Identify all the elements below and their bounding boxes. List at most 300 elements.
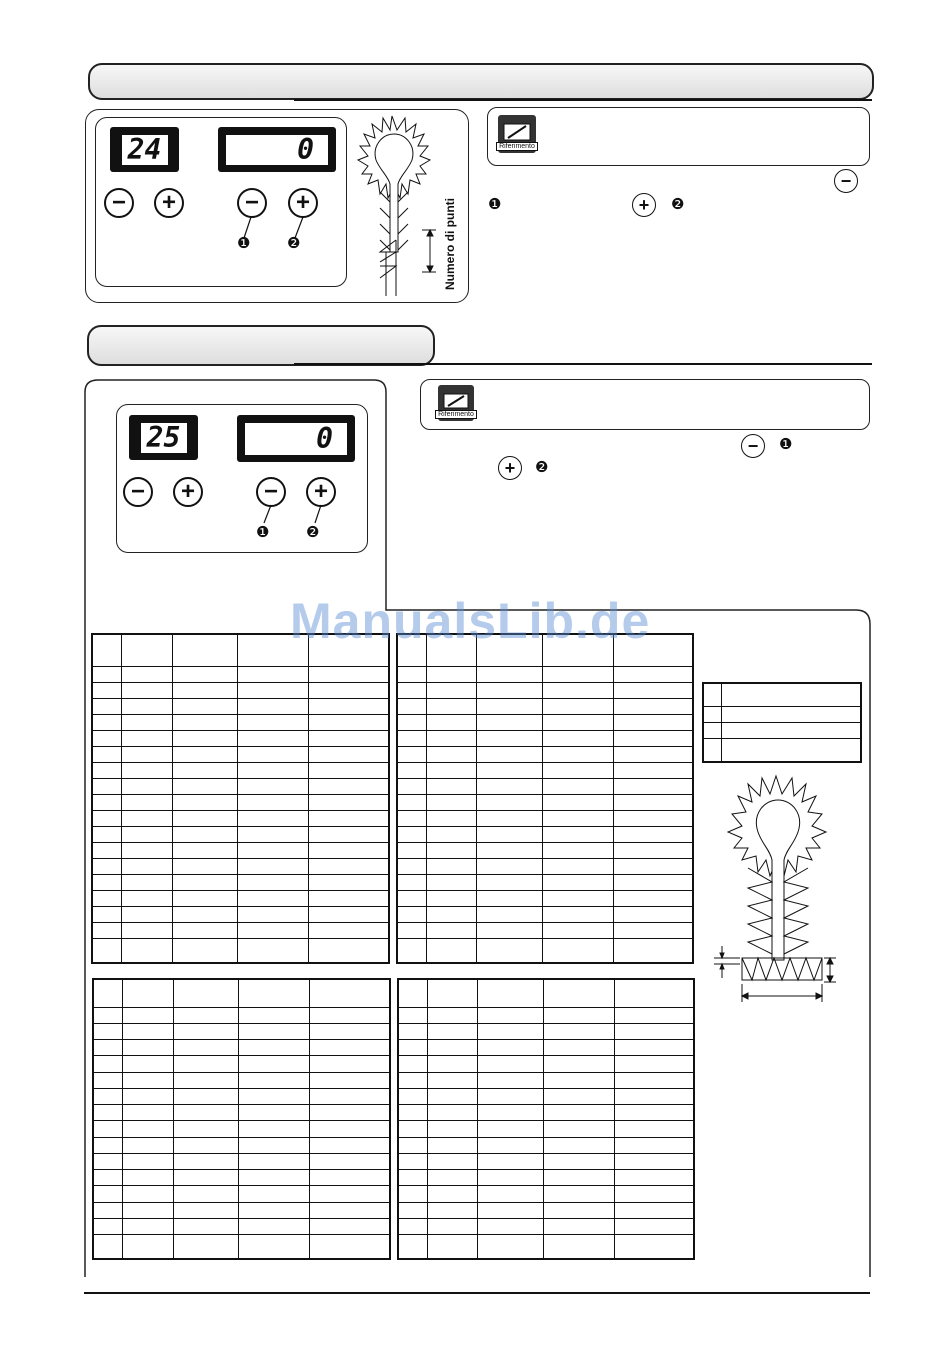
- table-cell: [92, 763, 122, 779]
- table-row: [93, 1105, 390, 1121]
- table-cell: [613, 715, 693, 731]
- table-row: [703, 738, 861, 762]
- table-cell: [173, 1023, 238, 1039]
- table-cell: [122, 923, 172, 939]
- table-cell: [478, 979, 543, 1007]
- table-cell: [92, 859, 122, 875]
- table-row: [397, 747, 693, 763]
- table-cell: [614, 1121, 694, 1137]
- table-cell: [427, 843, 477, 859]
- table-cell: [543, 1088, 614, 1104]
- table-cell: [93, 1186, 123, 1202]
- table-cell: [173, 1121, 238, 1137]
- section2-code-plus-button[interactable]: [173, 477, 203, 507]
- table-row: [92, 795, 389, 811]
- table-cell: [427, 939, 477, 963]
- table-cell: [172, 843, 237, 859]
- table-row: [397, 875, 693, 891]
- table-row: [397, 699, 693, 715]
- table-cell: [614, 1056, 694, 1072]
- table-cell: [613, 827, 693, 843]
- table-cell: [122, 779, 172, 795]
- table-cell: [239, 1056, 310, 1072]
- table-cell: [543, 979, 614, 1007]
- table-cell: [122, 634, 172, 667]
- table-cell: [92, 843, 122, 859]
- table-cell: [238, 667, 309, 683]
- table-row: [398, 1088, 694, 1104]
- table-cell: [309, 795, 389, 811]
- table-cell: [238, 747, 309, 763]
- table-row: [92, 683, 389, 699]
- table-cell: [397, 891, 427, 907]
- table-cell: [703, 683, 722, 707]
- plus-icon: +: [161, 189, 176, 216]
- section2-value-display: [237, 415, 355, 462]
- table-cell: [123, 1023, 173, 1039]
- table-row: [92, 763, 389, 779]
- section1-reference-label: Riferimento: [496, 142, 538, 151]
- plus-icon: +: [313, 478, 328, 505]
- table-cell: [542, 779, 613, 795]
- table-cell: [397, 747, 427, 763]
- table-row: [397, 683, 693, 699]
- table-row: [398, 1072, 694, 1088]
- table-cell: [310, 1153, 390, 1169]
- table-cell: [239, 1072, 310, 1088]
- table-cell: [92, 715, 122, 731]
- table-cell: [397, 715, 427, 731]
- table-cell: [428, 1072, 478, 1088]
- table-row: [92, 907, 389, 923]
- table-row: [397, 795, 693, 811]
- section2-value-text: 0: [316, 422, 333, 455]
- table-cell: [478, 1218, 543, 1234]
- table-cell: [173, 1153, 238, 1169]
- table-cell: [239, 1023, 310, 1039]
- table-cell: [397, 683, 427, 699]
- section1-value-minus-button[interactable]: [237, 188, 267, 218]
- table-cell: [428, 1202, 478, 1218]
- section1-reference-icon: [498, 115, 536, 153]
- table-cell: [238, 715, 309, 731]
- table-cell: [542, 923, 613, 939]
- table-cell: [93, 979, 123, 1007]
- table-cell: [427, 811, 477, 827]
- table-cell: [398, 1105, 428, 1121]
- table-cell: [428, 1105, 478, 1121]
- table-cell: [309, 859, 389, 875]
- section1-figure-label: Numero di punti: [443, 198, 457, 290]
- table-cell: [428, 1170, 478, 1186]
- section2-text-minus-icon: [741, 434, 765, 458]
- section2-code-text: 25: [146, 421, 181, 454]
- table-cell: [310, 1007, 390, 1023]
- table-cell: [614, 1040, 694, 1056]
- section2-buttonhole-figure: [712, 772, 842, 1007]
- table-cell: [93, 1088, 123, 1104]
- table-cell: [172, 667, 237, 683]
- section2-value-window: [243, 421, 349, 457]
- table-row: [398, 1105, 694, 1121]
- table-cell: [397, 795, 427, 811]
- section2-reference-box: [420, 379, 870, 430]
- minus-icon: −: [130, 478, 145, 505]
- table-cell: [478, 1235, 543, 1260]
- table-cell: [427, 859, 477, 875]
- table-row: [93, 1170, 390, 1186]
- table-cell: [542, 939, 613, 963]
- section2-rule: [294, 363, 872, 365]
- table-cell: [613, 907, 693, 923]
- table-cell: [309, 811, 389, 827]
- table-cell: [92, 699, 122, 715]
- table-cell: [613, 939, 693, 963]
- table-cell: [428, 1186, 478, 1202]
- table-cell: [172, 811, 237, 827]
- table-row: [397, 779, 693, 795]
- table-cell: [427, 683, 477, 699]
- table-cell: [613, 747, 693, 763]
- table-cell: [397, 859, 427, 875]
- table-cell: [309, 683, 389, 699]
- table-cell: [428, 1218, 478, 1234]
- table-cell: [428, 1137, 478, 1153]
- table-row: [92, 923, 389, 939]
- table-row: [92, 827, 389, 843]
- table-row: [397, 939, 693, 963]
- minus-icon: −: [263, 478, 278, 505]
- table-row: [92, 779, 389, 795]
- table-cell: [478, 1105, 543, 1121]
- table-row: [92, 667, 389, 683]
- table-cell: [542, 859, 613, 875]
- section2-code-minus-button[interactable]: [123, 477, 153, 507]
- section1-header-bar: [88, 63, 874, 100]
- table-bottom-left: [92, 978, 391, 1260]
- table-cell: [239, 1218, 310, 1234]
- table-cell: [478, 1137, 543, 1153]
- table-cell: [122, 683, 172, 699]
- section1-text-plus-icon: [632, 193, 656, 217]
- table-cell: [722, 738, 861, 762]
- table-cell: [123, 1137, 173, 1153]
- table-cell: [172, 827, 237, 843]
- table-cell: [123, 979, 173, 1007]
- table-cell: [614, 979, 694, 1007]
- table-cell: [122, 715, 172, 731]
- table-cell: [92, 891, 122, 907]
- table-cell: [614, 1023, 694, 1039]
- table-cell: [614, 1072, 694, 1088]
- section1-value-display: [218, 127, 336, 172]
- table-cell: [238, 923, 309, 939]
- table-row: [398, 1023, 694, 1039]
- table-cell: [478, 1170, 543, 1186]
- table-cell: [309, 843, 389, 859]
- table-cell: [477, 827, 542, 843]
- table-cell: [173, 1202, 238, 1218]
- table-cell: [613, 763, 693, 779]
- table-cell: [92, 731, 122, 747]
- table-cell: [477, 875, 542, 891]
- minus-icon: −: [111, 189, 126, 216]
- table-cell: [122, 859, 172, 875]
- table-cell: [613, 843, 693, 859]
- table-cell: [122, 747, 172, 763]
- table-cell: [542, 731, 613, 747]
- table-cell: [478, 1040, 543, 1056]
- section1-rule: [294, 99, 872, 101]
- table-cell: [310, 979, 390, 1007]
- section2-header-bar: [87, 325, 435, 366]
- table-cell: [172, 715, 237, 731]
- table-cell: [398, 1007, 428, 1023]
- table-cell: [397, 923, 427, 939]
- section1-text-marker-2: ❷: [671, 196, 685, 213]
- pen-icon: [442, 392, 470, 410]
- table-row: [398, 1137, 694, 1153]
- table-cell: [613, 779, 693, 795]
- table-row: [92, 747, 389, 763]
- table-cell: [703, 722, 722, 738]
- table-cell: [478, 1023, 543, 1039]
- table-cell: [703, 707, 722, 723]
- table-row: [93, 1186, 390, 1202]
- section1-value-plus-button[interactable]: [288, 188, 318, 218]
- section1-reference-box: [487, 107, 870, 166]
- table-cell: [614, 1137, 694, 1153]
- table-cell: [172, 634, 237, 667]
- table-cell: [122, 699, 172, 715]
- table-cell: [478, 1072, 543, 1088]
- section2-text-marker-1: ❶: [779, 436, 793, 453]
- table-cell: [122, 907, 172, 923]
- table-cell: [397, 779, 427, 795]
- table-cell: [398, 1088, 428, 1104]
- table-cell: [613, 683, 693, 699]
- table-cell: [613, 923, 693, 939]
- table-cell: [543, 1072, 614, 1088]
- table-cell: [172, 763, 237, 779]
- table-cell: [173, 1137, 238, 1153]
- table-cell: [428, 1040, 478, 1056]
- table-row: [398, 1170, 694, 1186]
- table-cell: [238, 699, 309, 715]
- table-row: [397, 843, 693, 859]
- table-cell: [123, 1170, 173, 1186]
- table-cell: [428, 1121, 478, 1137]
- table-cell: [543, 1023, 614, 1039]
- table-cell: [92, 907, 122, 923]
- table-row: [398, 1040, 694, 1056]
- table-cell: [428, 1235, 478, 1260]
- table-cell: [172, 891, 237, 907]
- table-cell: [310, 1170, 390, 1186]
- table-cell: [310, 1235, 390, 1260]
- table-cell: [309, 907, 389, 923]
- table-cell: [173, 1056, 238, 1072]
- table-row: [93, 1056, 390, 1072]
- section1-code-minus-button[interactable]: [104, 188, 134, 218]
- table-cell: [310, 1202, 390, 1218]
- table-cell: [543, 1137, 614, 1153]
- table-cell: [427, 667, 477, 683]
- table-row: [398, 1056, 694, 1072]
- table-row: [92, 811, 389, 827]
- table-cell: [542, 891, 613, 907]
- table-row: [397, 891, 693, 907]
- table-row: [93, 1153, 390, 1169]
- table-cell: [427, 923, 477, 939]
- table-cell: [123, 1153, 173, 1169]
- table-cell: [238, 859, 309, 875]
- table-cell: [309, 779, 389, 795]
- table-cell: [478, 1186, 543, 1202]
- table-cell: [239, 1040, 310, 1056]
- table-cell: [239, 1235, 310, 1260]
- table-row: [92, 939, 389, 963]
- table-cell: [543, 1202, 614, 1218]
- table-cell: [238, 683, 309, 699]
- table-cell: [542, 907, 613, 923]
- minus-icon: −: [244, 189, 259, 216]
- table-cell: [122, 939, 172, 963]
- table-cell: [543, 1040, 614, 1056]
- table-row: [398, 979, 694, 1007]
- table-cell: [477, 747, 542, 763]
- table-cell: [398, 1121, 428, 1137]
- table-cell: [478, 1153, 543, 1169]
- table-cell: [398, 1186, 428, 1202]
- table-cell: [92, 795, 122, 811]
- table-cell: [542, 763, 613, 779]
- table-cell: [543, 1121, 614, 1137]
- table-cell: [398, 1202, 428, 1218]
- table-cell: [309, 667, 389, 683]
- table-cell: [239, 1105, 310, 1121]
- table-cell: [309, 731, 389, 747]
- table-cell: [172, 731, 237, 747]
- table-row: [92, 731, 389, 747]
- table-cell: [542, 667, 613, 683]
- table-cell: [477, 811, 542, 827]
- table-cell: [123, 1007, 173, 1023]
- table-cell: [173, 1088, 238, 1104]
- table-cell: [309, 715, 389, 731]
- table-cell: [239, 1153, 310, 1169]
- table-cell: [398, 1170, 428, 1186]
- table-cell: [613, 875, 693, 891]
- table-cell: [542, 811, 613, 827]
- table-cell: [172, 923, 237, 939]
- table-row: [92, 891, 389, 907]
- table-cell: [93, 1056, 123, 1072]
- plus-icon: +: [180, 478, 195, 505]
- section2-code-window: [139, 421, 189, 455]
- table-cell: [428, 1023, 478, 1039]
- table-cell: [238, 779, 309, 795]
- table-cell: [542, 875, 613, 891]
- table-cell: [427, 699, 477, 715]
- table-cell: [172, 779, 237, 795]
- table-cell: [93, 1040, 123, 1056]
- section1-marker-1: ❶: [237, 235, 251, 252]
- table-cell: [428, 1153, 478, 1169]
- table-cell: [239, 1202, 310, 1218]
- table-cell: [614, 1235, 694, 1260]
- table-cell: [123, 1235, 173, 1260]
- table-row: [93, 1072, 390, 1088]
- table-cell: [613, 667, 693, 683]
- table-row: [398, 1153, 694, 1169]
- table-cell: [427, 779, 477, 795]
- table-cell: [428, 1056, 478, 1072]
- table-cell: [614, 1007, 694, 1023]
- table-cell: [93, 1170, 123, 1186]
- table-cell: [122, 891, 172, 907]
- table-cell: [613, 731, 693, 747]
- section1-buttonhole-figure: [350, 112, 445, 297]
- table-cell: [427, 795, 477, 811]
- section1-code-plus-button[interactable]: [154, 188, 184, 218]
- footer-rule: [84, 1292, 870, 1294]
- table-cell: [722, 722, 861, 738]
- table-cell: [93, 1121, 123, 1137]
- table-cell: [310, 1023, 390, 1039]
- table-cell: [397, 731, 427, 747]
- table-cell: [92, 683, 122, 699]
- table-cell: [238, 827, 309, 843]
- table-cell: [427, 763, 477, 779]
- table-cell: [123, 1202, 173, 1218]
- table-cell: [238, 939, 309, 963]
- table-cell: [722, 707, 861, 723]
- table-cell: [173, 979, 238, 1007]
- table-cell: [542, 715, 613, 731]
- table-cell: [543, 1105, 614, 1121]
- table-row: [398, 1202, 694, 1218]
- table-cell: [427, 875, 477, 891]
- table-cell: [173, 1235, 238, 1260]
- table-cell: [123, 1186, 173, 1202]
- table-row: [398, 1007, 694, 1023]
- table-cell: [477, 715, 542, 731]
- table-cell: [92, 747, 122, 763]
- table-cell: [542, 795, 613, 811]
- table-cell: [92, 667, 122, 683]
- table-cell: [310, 1121, 390, 1137]
- table-cell: [310, 1218, 390, 1234]
- table-cell: [398, 1023, 428, 1039]
- section2-marker-2: ❷: [306, 524, 320, 541]
- table-row: [92, 843, 389, 859]
- table-cell: [123, 1072, 173, 1088]
- section1-text-marker-1: ❶: [488, 196, 502, 213]
- table-cell: [427, 747, 477, 763]
- table-cell: [477, 859, 542, 875]
- table-cell: [478, 1007, 543, 1023]
- table-cell: [93, 1235, 123, 1260]
- table-row: [397, 715, 693, 731]
- table-row: [398, 1121, 694, 1137]
- table-cell: [173, 1072, 238, 1088]
- table-cell: [428, 1007, 478, 1023]
- table-row: [93, 1235, 390, 1260]
- table-cell: [397, 843, 427, 859]
- table-cell: [122, 795, 172, 811]
- table-cell: [123, 1040, 173, 1056]
